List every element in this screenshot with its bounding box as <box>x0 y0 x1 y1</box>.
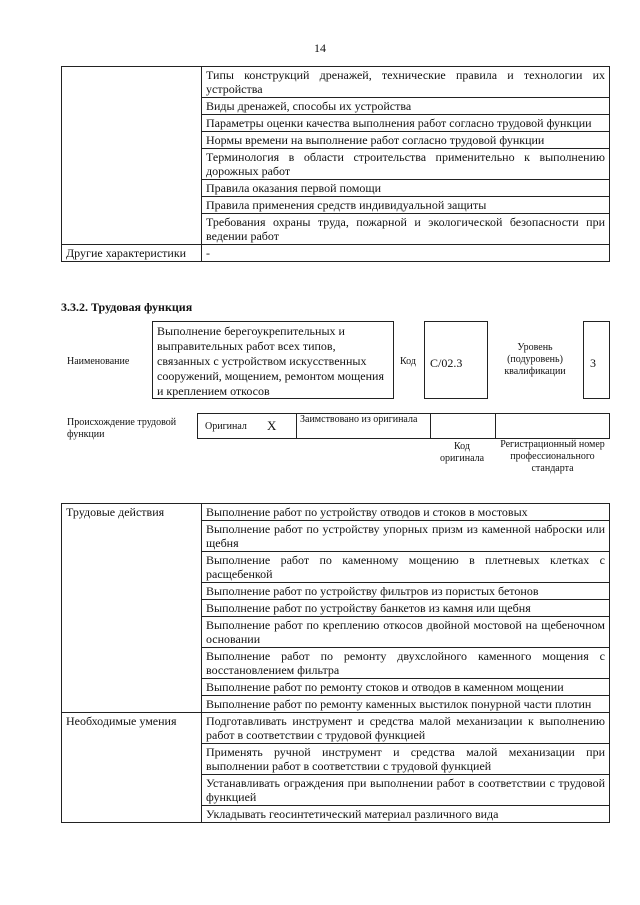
section-title: 3.3.2. Трудовая функция <box>61 300 193 314</box>
knowledge-item: Виды дренажей, способы их устройства <box>202 98 610 115</box>
action-item: Выполнение работ по ремонту каменных выстилок понурной части плотин <box>202 696 610 713</box>
name-label: Наименование <box>67 356 130 367</box>
action-item: Выполнение работ по устройству упорных призм из каменной наброски или щебня <box>202 521 610 552</box>
knowledge-item: Параметры оценки качества выполнения работ согласно трудовой функции <box>202 115 610 132</box>
action-item: Выполнение работ по устройству отводов и стоков в мостовых <box>202 504 610 521</box>
action-item: Выполнение работ по устройству фильтров из пористых бетонов <box>202 583 610 600</box>
borrowed-label: Заимствовано из оригинала <box>300 414 418 425</box>
origin-divider <box>430 413 431 438</box>
level-box <box>583 321 610 399</box>
knowledge-item: Типы конструкций дренажей, технические правила и технологии их устройства <box>202 67 610 98</box>
skills-label: Необходимые умения <box>62 713 202 823</box>
origin-divider <box>296 413 297 438</box>
code-value: С/02.3 <box>430 356 463 370</box>
action-item: Выполнение работ по ремонту стоков и отводов в каменном мощении <box>202 679 610 696</box>
action-item: Выполнение работ по устройству банкетов из камня или щебня <box>202 600 610 617</box>
skill-item: Устанавливать ограждения при выполнении работ в соответствии с трудовой функцией <box>202 775 610 806</box>
actions-label: Трудовые действия <box>62 504 202 713</box>
skill-item: Укладывать геосинтетический материал различного вида <box>202 806 610 823</box>
level-value: 3 <box>590 356 596 370</box>
knowledge-item: Правила оказания первой помощи <box>202 180 610 197</box>
page-number: 14 <box>314 41 326 55</box>
code-original-label: Код оригинала <box>439 441 485 464</box>
knowledge-item: Нормы времени на выполнение работ согласно трудовой функции <box>202 132 610 149</box>
knowledge-table <box>61 66 610 262</box>
action-item: Выполнение работ по ремонту двухслойного каменного мощения с восстановлением фильтра <box>202 648 610 679</box>
reg-number-label: Регистрационный номер профессионального стандарта <box>500 439 605 474</box>
origin-label: Происхождение трудовой функции <box>67 417 177 440</box>
original-label: Оригинал <box>205 421 247 432</box>
function-name: Выполнение берегоукрепительных и выправительных работ всех типов, связанных с устройством искусственных сооружений, мощением, ремонтом мощения и креплением откосов <box>157 324 384 398</box>
other-characteristics-label: Другие характеристики <box>62 245 202 262</box>
code-label: Код <box>400 356 416 367</box>
knowledge-item: Требования охраны труда, пожарной и экологической безопасности при ведении работ <box>202 214 610 245</box>
skill-item: Применять ручной инструмент и средства малой механизации при выполнении работ в соответствии с трудовой функцией <box>202 744 610 775</box>
other-characteristics-value: - <box>202 245 610 262</box>
level-label: Уровень (подуровень) квалификации <box>504 342 566 377</box>
original-mark: X <box>267 418 277 433</box>
action-item: Выполнение работ по креплению откосов двойной мостовой на щебеночном основании <box>202 617 610 648</box>
knowledge-label-cell <box>62 67 202 245</box>
knowledge-item: Терминология в области строительства применительно к выполнению дорожных работ <box>202 149 610 180</box>
skill-item: Подготавливать инструмент и средства малой механизации к выполнению работ в соответствии с трудовой функцией <box>202 713 610 744</box>
knowledge-item: Правила применения средств индивидуальной защиты <box>202 197 610 214</box>
action-item: Выполнение работ по каменному мощению в плетневых клетках с расщебенкой <box>202 552 610 583</box>
origin-divider <box>495 413 496 438</box>
actions-table <box>61 503 610 823</box>
